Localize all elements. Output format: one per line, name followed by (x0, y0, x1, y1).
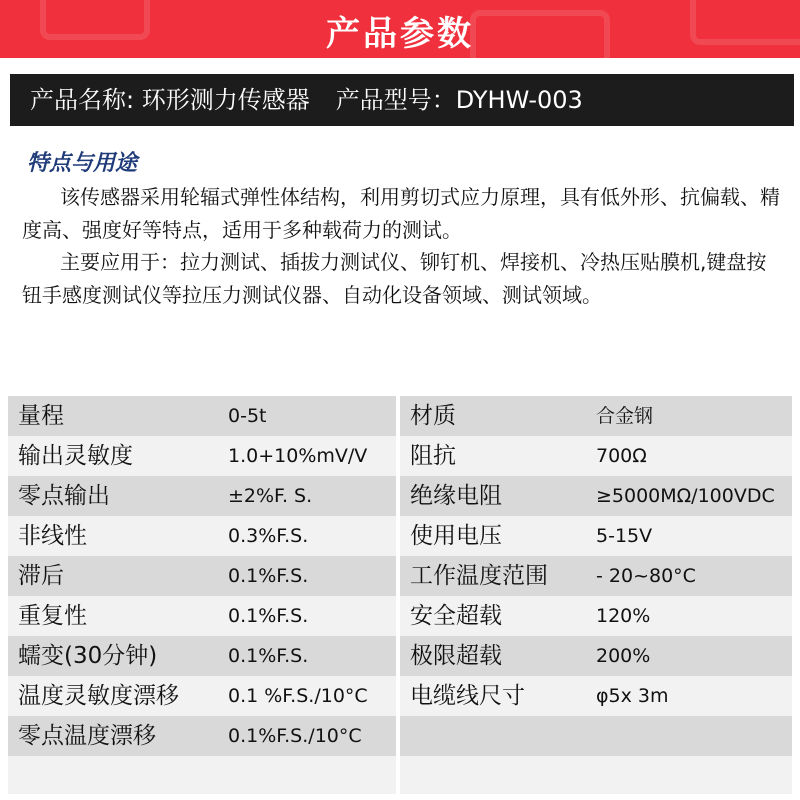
spec-value: - 20~80°C (596, 565, 696, 587)
spec-row (400, 596, 792, 636)
spec-key: 重复性 (18, 603, 87, 629)
spec-key: 绝缘电阻 (410, 483, 502, 509)
spec-row (8, 596, 396, 636)
spec-column-right (400, 396, 792, 794)
spec-value: 0-5t (228, 405, 267, 427)
features-section (22, 146, 782, 311)
spec-value: φ5x 3m (596, 685, 669, 707)
spec-key: 滞后 (18, 563, 64, 589)
spec-value: 合金钢 (596, 405, 654, 427)
spec-row (8, 476, 396, 516)
spec-row (400, 676, 792, 716)
spec-row-empty (8, 756, 396, 794)
spec-value: 0.1%F.S. (228, 605, 309, 627)
spec-row (8, 396, 396, 436)
spec-column-left (8, 396, 396, 794)
spec-row-empty (400, 756, 792, 794)
spec-value: 0.1%F.S. (228, 645, 309, 667)
product-name: 产品名称: 环形测力传感器 (30, 86, 310, 114)
spec-key: 工作温度范围 (410, 563, 548, 589)
spec-row (8, 556, 396, 596)
spec-row (8, 676, 396, 716)
spec-key: 蠕变(30分钟) (18, 643, 158, 669)
spec-key: 极限超载 (410, 643, 502, 669)
spec-value: 120% (596, 605, 651, 627)
spec-row (8, 516, 396, 556)
product-model: 产品型号：DYHW-003 (335, 86, 583, 114)
spec-row-empty (400, 716, 792, 756)
spec-key: 量程 (18, 403, 64, 429)
spec-table (8, 396, 792, 794)
spec-key: 非线性 (18, 523, 87, 549)
banner-title: 产品参数 (326, 14, 474, 54)
spec-value: 0.3%F.S. (228, 525, 309, 547)
spec-key: 阻抗 (410, 443, 456, 469)
spec-value: ±2%F. S. (228, 485, 313, 507)
spec-row (400, 476, 792, 516)
spec-value: 5-15V (596, 525, 653, 547)
spec-value: 700Ω (596, 445, 647, 467)
spec-key: 安全超载 (410, 603, 502, 629)
spec-value: 200% (596, 645, 651, 667)
spec-row (400, 556, 792, 596)
features-heading: 特点与用途 (27, 151, 138, 176)
product-name-bar (10, 74, 794, 126)
spec-key: 使用电压 (410, 523, 502, 549)
applications-paragraph: 主要应用于：拉力测试、插拔力测试仪、铆钉机、焊接机、冷热压贴膜机,键盘按钮手感度测试仪等拉压力测试仪器、自动化设备领域、测试领域。 (22, 250, 767, 307)
column-divider (396, 396, 400, 794)
spec-row (400, 636, 792, 676)
spec-value: 0.1 %F.S./10°C (228, 685, 368, 707)
spec-key: 电缆线尺寸 (410, 683, 525, 709)
spec-value: 0.1%F.S. (228, 565, 309, 587)
spec-row (400, 436, 792, 476)
header-banner (0, 0, 800, 58)
spec-value: ≥5000MΩ/100VDC (596, 485, 775, 507)
spec-row (8, 636, 396, 676)
spec-row (8, 716, 396, 756)
spec-key: 材质 (410, 403, 456, 429)
spec-key: 零点温度漂移 (18, 723, 156, 749)
features-paragraph: 该传感器采用轮辐式弹性体结构，利用剪切式应力原理，具有低外形、抗偏载、精度高、强度好等特点，适用于多种载荷力的测试。 (22, 185, 780, 242)
spec-row (400, 516, 792, 556)
spec-value: 1.0+10%mV/V (228, 445, 368, 467)
spec-key: 零点输出 (18, 483, 110, 509)
spec-row (400, 396, 792, 436)
spec-key: 温度灵敏度漂移 (18, 683, 179, 709)
spec-key: 输出灵敏度 (18, 443, 133, 469)
spec-row (8, 436, 396, 476)
spec-value: 0.1%F.S./10°C (228, 725, 362, 747)
